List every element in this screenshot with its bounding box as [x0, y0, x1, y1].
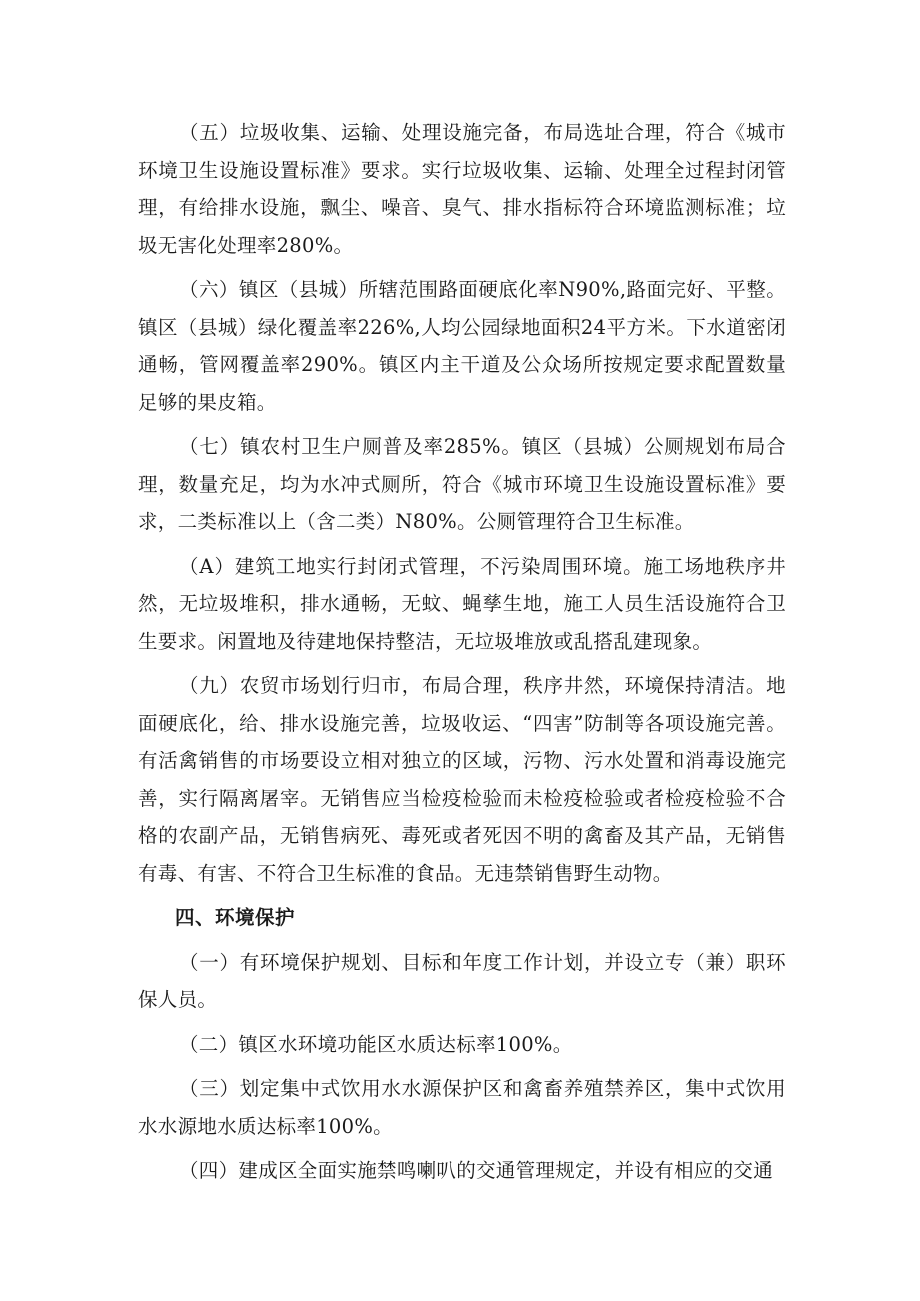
paragraph-item-9: （九）农贸市场划行归市，布局合理，秩序井然，环境保持清洁。地面硬底化，给、排水设施完善，垃圾收运、“四害”防制等各项设施完善。有活禽销售的市场要设立相对独立的区域，污物、污水处置和消毒设施完善，实行隔离屠宰。无销售应当检疫检验而未检疫检验或者检疫检验不合格的农副产品，无销售病死、毒死或者死因不明的禽畜及其产品，无销售有毒、有害、不符合卫生标准的食品。无违禁销售野生动物。 — [138, 674, 786, 885]
paragraph-item-8: （A）建筑工地实行封闭式管理，不污染周围环境。施工场地秩序井然，无垃圾堆积，排水通畅，无蚊、蝇孳生地，施工人员生活设施符合卫生要求。闲置地及待建地保持整洁，无垃圾堆放或乱搭乱建现象。 — [138, 554, 786, 653]
paragraph-env-3: （三）划定集中式饮用水水源保护区和禽畜养殖禁养区，集中式饮用水水源地水质达标率100%。 — [138, 1077, 786, 1138]
paragraph-item-7: （七）镇农村卫生户厕普及率285%。镇区（县城）公厕规划布局合理，数量充足，均为水冲式厕所，符合《城市环境卫生设施设置标准》要求，二类标准以上（含二类）N80%。公厕管理符合卫生标准。 — [138, 435, 786, 533]
paragraph-env-4: （四）建成区全面实施禁鸣喇叭的交通管理规定，并设有相应的交通 — [179, 1159, 774, 1182]
paragraph-env-1: （一）有环境保护规划、目标和年度工作计划，并设立专（兼）职环保人员。 — [138, 950, 786, 1011]
paragraph-item-6: （六）镇区（县城）所辖范围路面硬底化率N90%,路面完好、平整。镇区（县城）绿化覆盖率226%,人均公园绿地面积24平方米。下水道密闭通畅，管网覆盖率290%。镇区内主干道及公众场所按规定要求配置数量足够的果皮箱。 — [138, 278, 786, 414]
document-body — [138, 114, 786, 1197]
section-heading-environment: 四、环境保护 — [175, 906, 296, 929]
paragraph-item-5: （五）垃圾收集、运输、处理设施完备，布局选址合理，符合《城市环境卫生设施设置标准》要求。实行垃圾收集、运输、处理全过程封闭管理，有给排水设施，飘尘、噪音、臭气、排水指标符合环境监测标准；垃圾无害化处理率280%。 — [138, 121, 786, 257]
paragraph-env-2: （二）镇区水环境功能区水质达标率100%。 — [179, 1032, 573, 1056]
